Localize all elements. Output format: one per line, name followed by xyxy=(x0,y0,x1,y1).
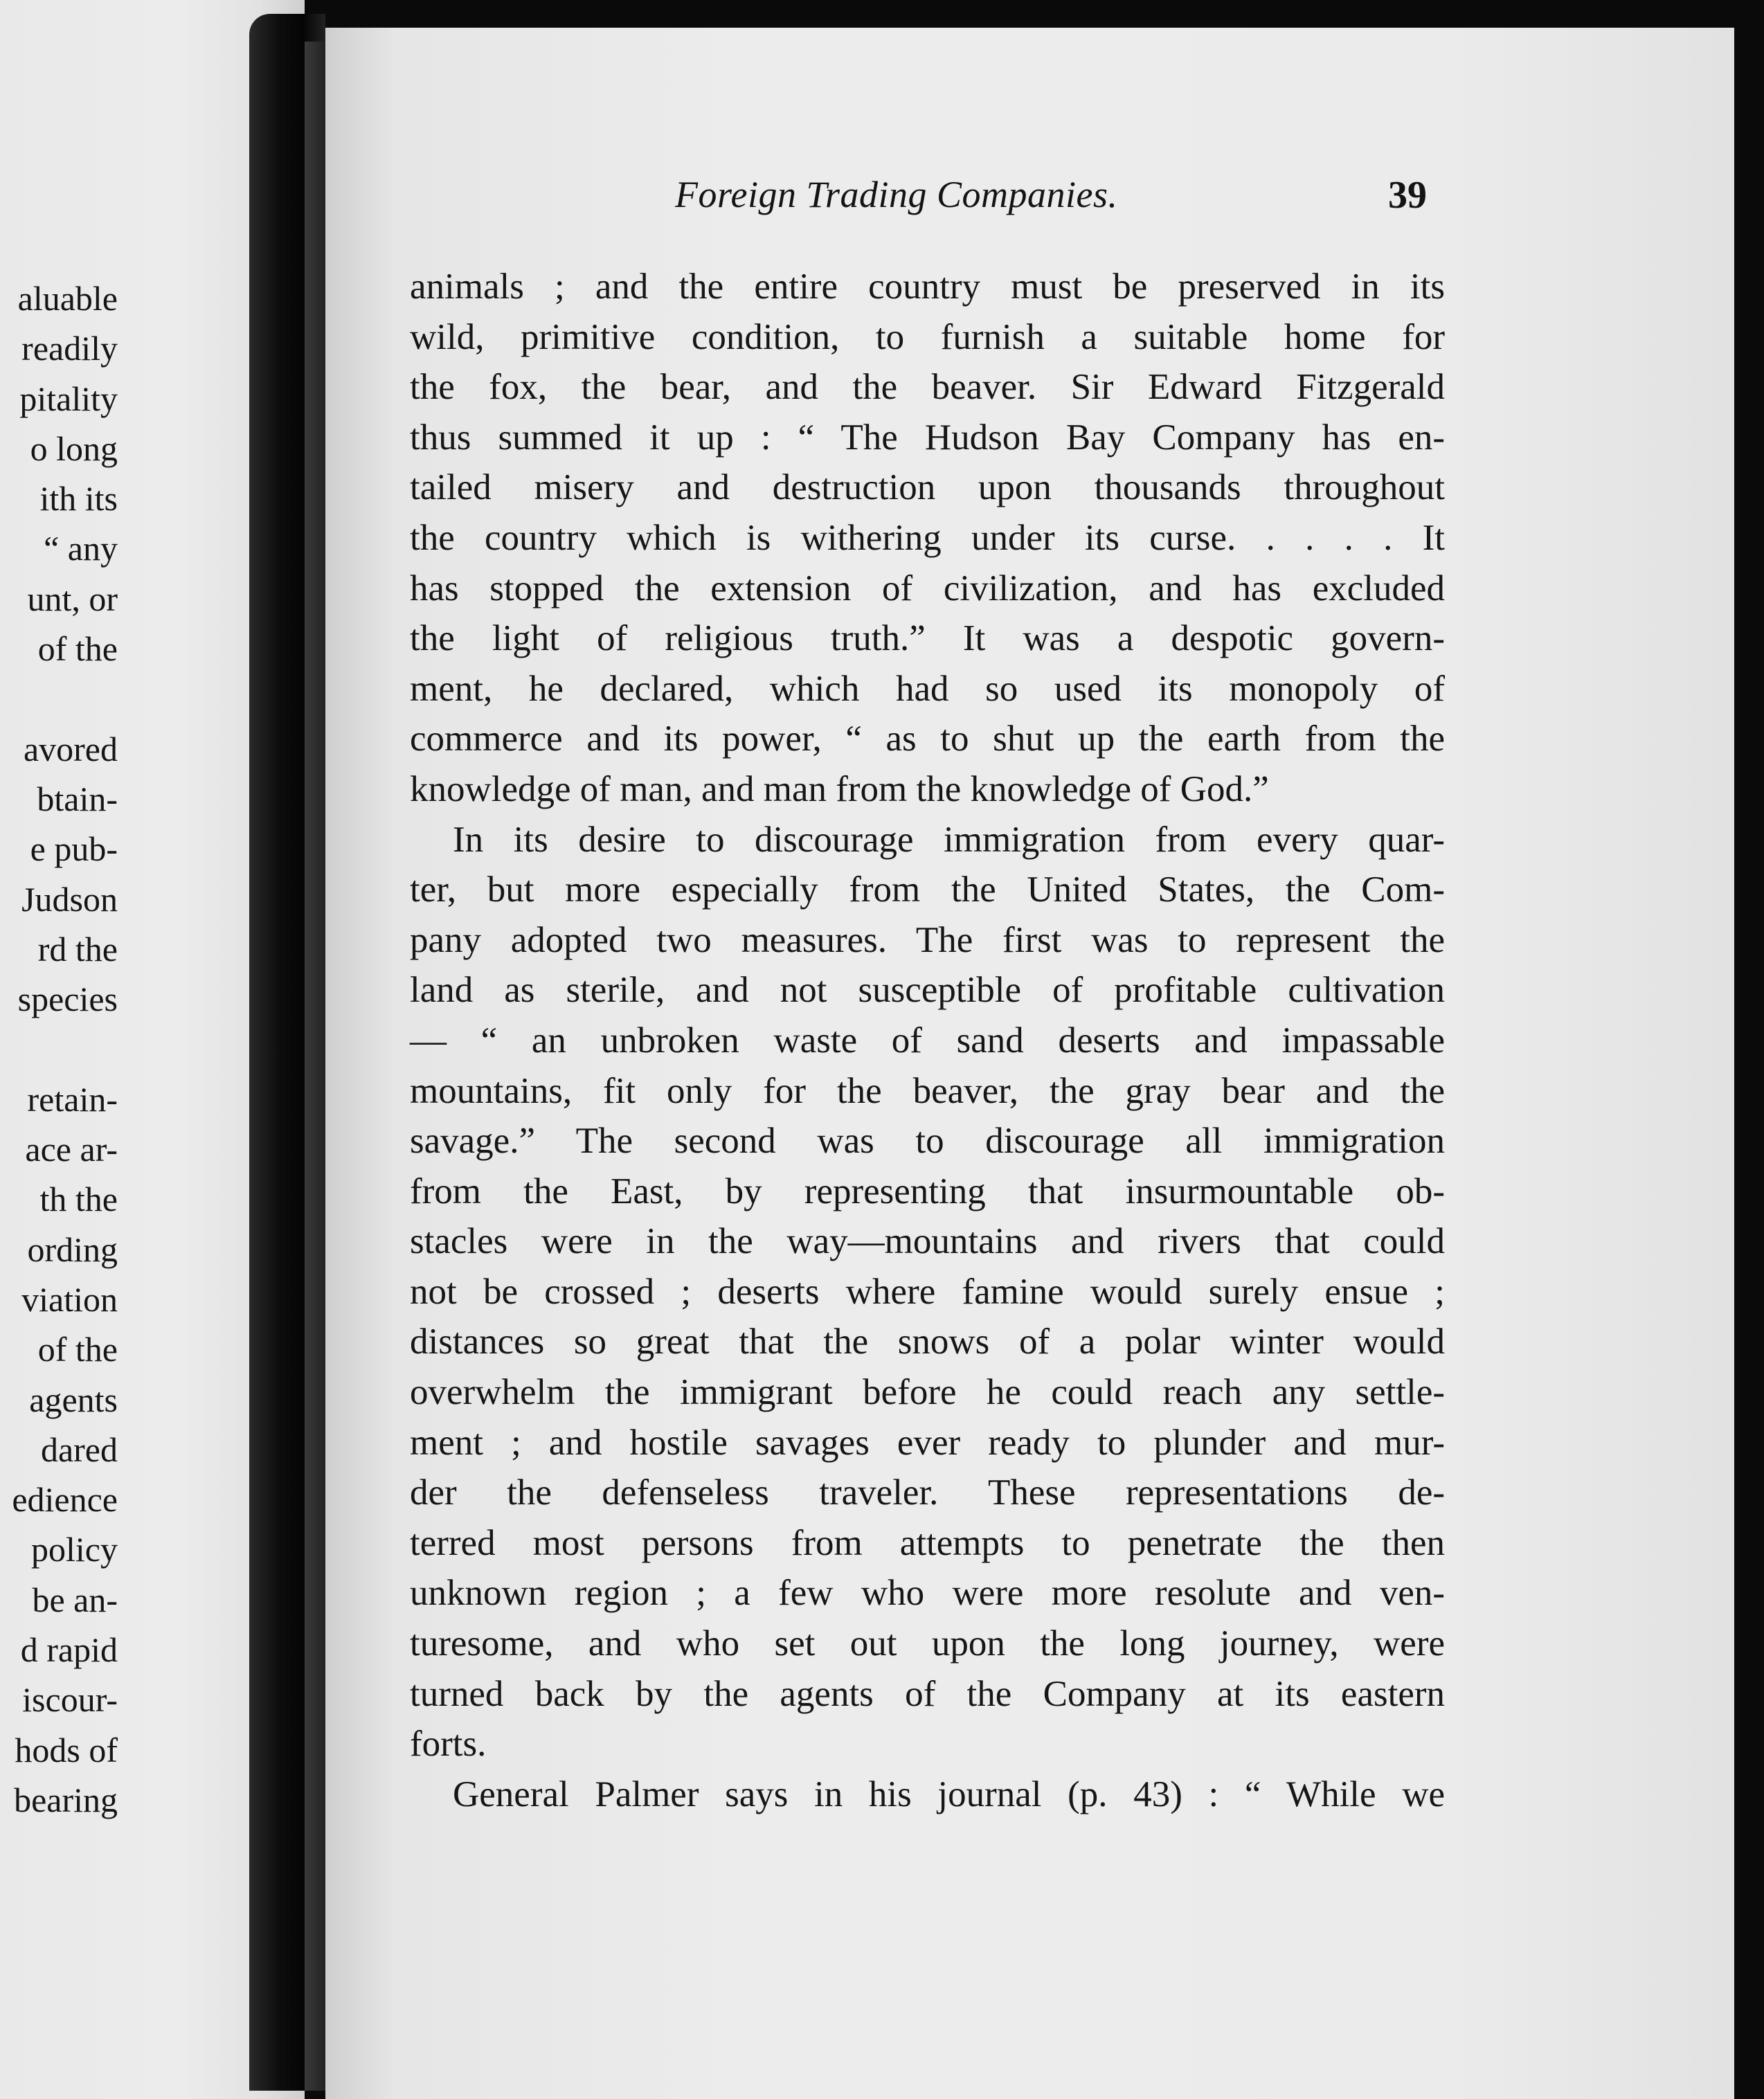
previous-page-line: readily xyxy=(21,329,118,368)
text-line: pany adopted two measures. The first was to represent the xyxy=(410,919,1445,960)
page-number: 39 xyxy=(1388,174,1427,217)
text-line: forts. xyxy=(410,1724,487,1765)
text-line: the country which is withering under its curse. . . . . It xyxy=(410,517,1445,558)
previous-page-line: bearing xyxy=(14,1780,118,1819)
previous-page-line: species xyxy=(17,980,118,1019)
text-line: the fox, the bear, and the beaver. Sir Edward Fitzgerald xyxy=(410,367,1445,408)
text-line: animals ; and the entire country must be preserved in its xyxy=(410,267,1445,307)
previous-page-line: retain- xyxy=(27,1079,118,1119)
text-line: has stopped the extension of civilization, and has excluded xyxy=(410,568,1445,609)
previous-page-line: ording xyxy=(27,1229,118,1269)
previous-page-line: e pub- xyxy=(30,829,118,869)
previous-page-line: viation xyxy=(21,1279,118,1319)
body-text xyxy=(410,262,1445,1819)
previous-page-line: o long xyxy=(30,429,118,468)
text-line: der the defenseless traveler. These representations de- xyxy=(410,1472,1445,1513)
text-line: not be crossed ; deserts where famine would surely ensue ; xyxy=(410,1271,1445,1312)
previous-page-line: d rapid xyxy=(20,1630,118,1670)
text-line: ment ; and hostile savages ever ready to plunder and mur- xyxy=(410,1422,1445,1463)
text-line: General Palmer says in his journal (p. 43) : “ While we xyxy=(453,1774,1445,1814)
previous-page-line: Judson xyxy=(21,879,118,919)
previous-page-line: hods of xyxy=(15,1730,118,1769)
previous-page-line: aluable xyxy=(17,279,118,318)
previous-page-line: unt, or xyxy=(27,579,118,618)
text-line: from the East, by representing that insurmountable ob- xyxy=(410,1171,1445,1211)
text-line: overwhelm the immigrant before he could reach any settle- xyxy=(410,1372,1445,1413)
scan-right-border xyxy=(1734,0,1764,2099)
previous-page-line: avored xyxy=(23,729,118,768)
text-line: turesome, and who set out upon the long journey, were xyxy=(410,1623,1445,1664)
previous-page-line: btain- xyxy=(37,779,118,818)
text-line: mountains, fit only for the beaver, the gray bear and the xyxy=(410,1070,1445,1111)
previous-page-line: of the xyxy=(37,629,118,669)
text-line: commerce and its power, “ as to shut up the earth from the xyxy=(410,719,1445,759)
text-line: savage.” The second was to discourage all immigration xyxy=(410,1121,1445,1162)
previous-page-text xyxy=(0,273,118,1825)
running-head: Foreign Trading Companies. xyxy=(675,174,1118,215)
text-line: In its desire to discourage immigration from every quar- xyxy=(453,819,1445,860)
text-line: the light of religious truth.” It was a despotic govern- xyxy=(410,618,1445,659)
text-line: wild, primitive condition, to furnish a suitable home for xyxy=(410,316,1445,357)
previous-page-line: dared xyxy=(40,1430,118,1469)
text-line: unknown region ; a few who were more resolute and ven- xyxy=(410,1573,1445,1614)
previous-page-line xyxy=(0,674,118,723)
text-line: ter, but more especially from the United States, the Com- xyxy=(410,870,1445,910)
previous-page-line: be an- xyxy=(32,1580,118,1619)
previous-page-line: ith its xyxy=(39,479,118,519)
text-line: distances so great that the snows of a polar winter would xyxy=(410,1322,1445,1362)
text-line: tailed misery and destruction upon thousands throughout xyxy=(410,467,1445,508)
text-line: knowledge of man, and man from the knowledge of God.” xyxy=(410,768,1269,809)
previous-page-line: of the xyxy=(37,1330,118,1369)
previous-page-line: th the xyxy=(39,1180,118,1219)
text-line: — “ an unbroken waste of sand deserts and impassable xyxy=(410,1020,1445,1061)
previous-page-line: ace ar- xyxy=(25,1130,118,1169)
previous-page-line: iscour- xyxy=(22,1680,118,1720)
text-line: stacles were in the way—mountains and rivers that could xyxy=(410,1221,1445,1262)
text-line: land as sterile, and not susceptible of profitable cultivation xyxy=(410,970,1445,1011)
previous-page-line xyxy=(0,1024,118,1074)
previous-page-line: agents xyxy=(29,1380,118,1419)
previous-page-line: policy xyxy=(31,1530,118,1569)
text-line: terred most persons from attempts to penetrate the then xyxy=(410,1522,1445,1563)
text-line: turned back by the agents of the Company at its eastern xyxy=(410,1673,1445,1714)
text-line: ment, he declared, which had so used its monopoly of xyxy=(410,668,1445,709)
previous-page-line: edience xyxy=(12,1480,118,1520)
previous-page-line: pitality xyxy=(19,379,118,418)
previous-page-line: “ any xyxy=(44,529,118,568)
previous-page-line: rd the xyxy=(37,929,118,969)
text-line: thus summed it up : “ The Hudson Bay Company has en- xyxy=(410,417,1445,458)
